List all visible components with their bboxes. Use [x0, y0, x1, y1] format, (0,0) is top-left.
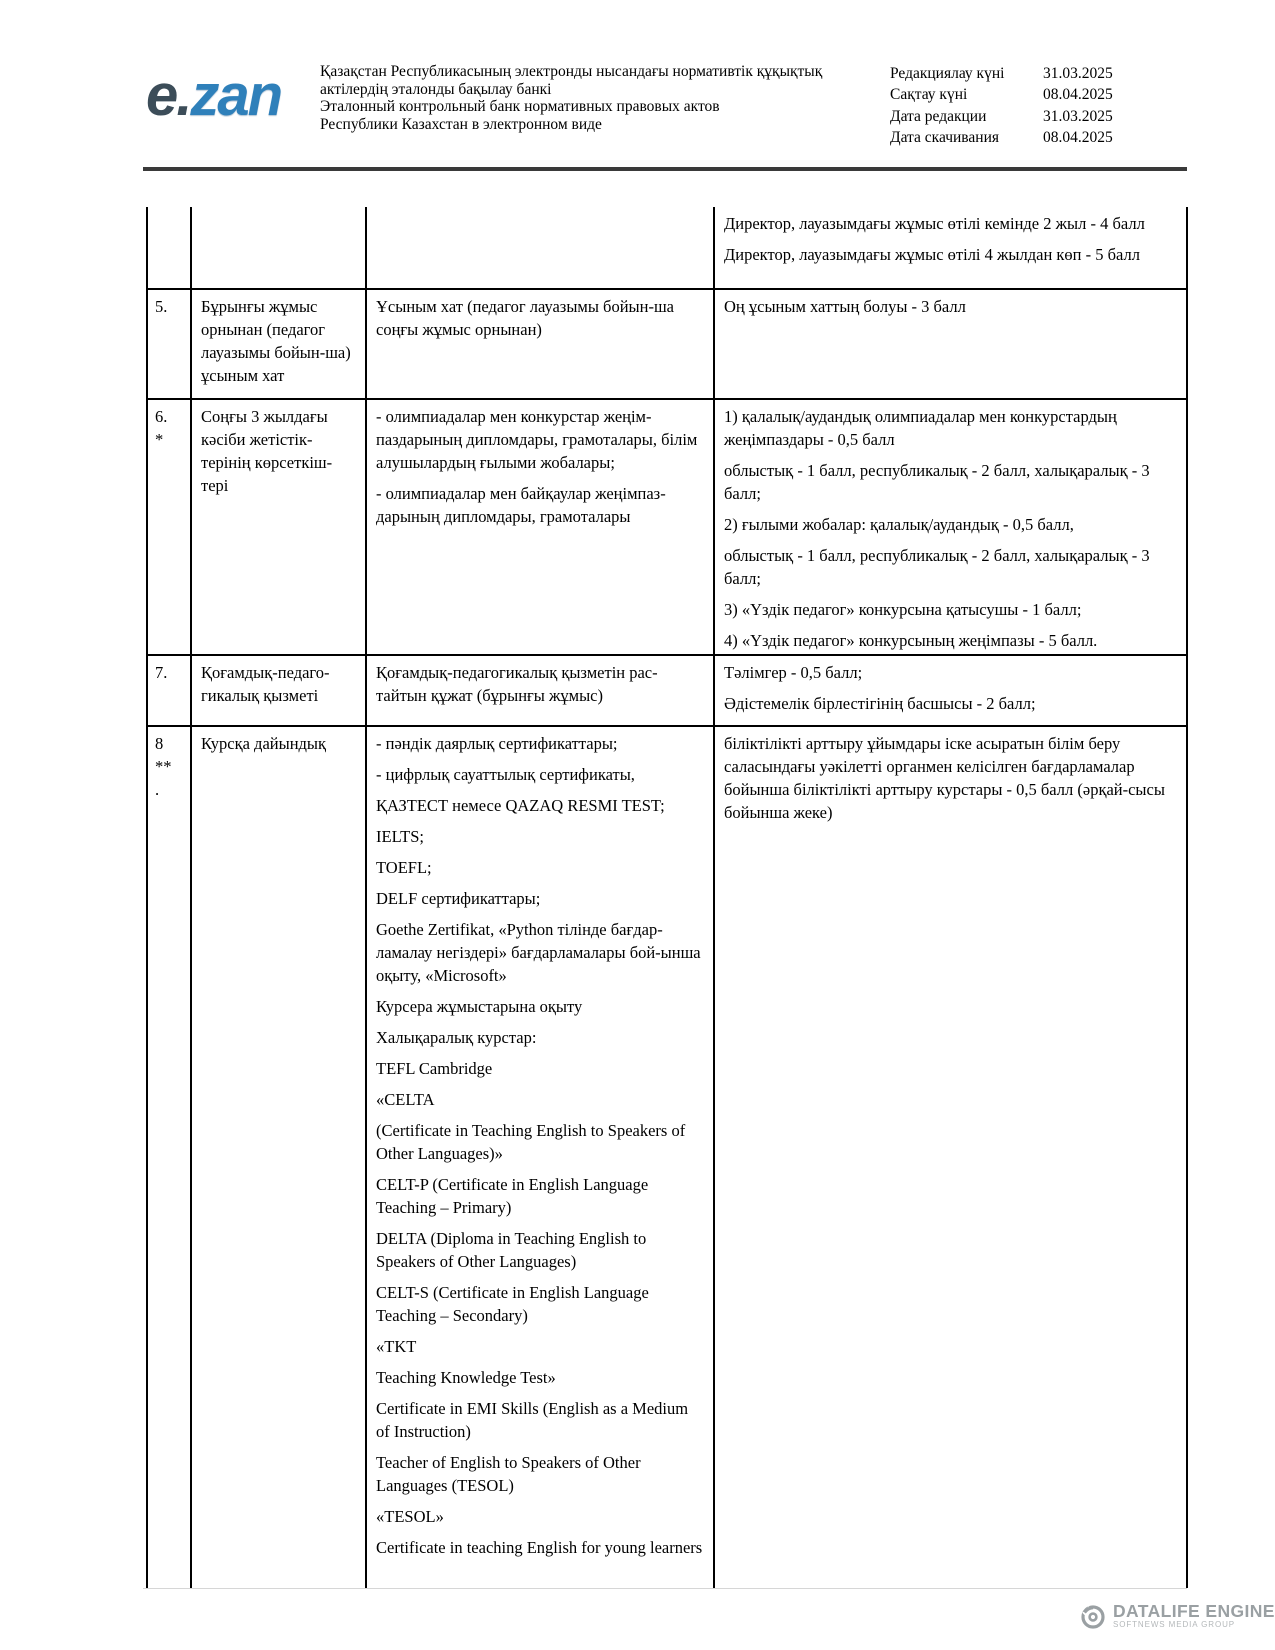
scores-cell-text: облыстық - 1 балл, республикалық - 2 балл, халықаралық - 3 балл;	[724, 461, 1150, 503]
page-cut-line	[143, 1588, 1187, 1589]
table-row	[148, 207, 1188, 290]
table-row	[148, 727, 1188, 1588]
date-label: Дата скачивания	[890, 128, 1000, 146]
documents-cell-text: - олимпиадалар мен конкурстар жеңім-паздарының дипломдары, грамоталары, білім алушылардың ғылыми жобалары;	[376, 407, 698, 472]
documents-cell-text: TOEFL;	[376, 858, 432, 877]
document-dates	[890, 63, 1113, 148]
row-number-cell	[148, 207, 192, 290]
criterion-cell	[192, 290, 367, 400]
bank-title-line: актілердің эталонды бақылау банкі	[320, 80, 552, 98]
documents-cell-text: Курсера жұмыстарына оқыту	[376, 997, 583, 1016]
scores-cell-text: 1) қалалық/аудандық олимпиадалар мен конкурстардың жеңімпаздары - 0,5 балл	[724, 407, 1117, 449]
scores-cell-text: Директор, лауазымдағы жұмыс өтілі кемінде 2 жыл - 4 балл	[724, 214, 1145, 233]
scores-cell-text: Тәлімгер - 0,5 балл;	[724, 663, 863, 682]
row-number-cell-text: .	[155, 780, 160, 799]
documents-cell-text: (Certificate in Teaching English to Speakers of Other Languages)»	[376, 1121, 686, 1163]
documents-cell	[367, 290, 715, 400]
documents-cell-text: Teaching Knowledge Test»	[376, 1368, 556, 1387]
scores-cell-text: Әдістемелік бірлестігінің басшысы - 2 балл;	[724, 694, 1036, 713]
date-label: Сақтау күні	[890, 86, 968, 104]
documents-cell	[367, 727, 715, 1588]
table-row	[148, 290, 1188, 400]
date-row	[890, 127, 1113, 148]
scores-cell	[715, 727, 1188, 1588]
documents-cell-text: «TESOL»	[376, 1507, 444, 1526]
criterion-cell-text: Қоғамдық-педаго-гикалық қызметі	[201, 663, 330, 705]
bank-title	[320, 63, 865, 133]
scores-cell-text: біліктілікті арттыру ұйымдары іске асыратын білім беру саласындағы уәкілетті органмен келісілген бағдарламалар бойынша біліктілікті арттыру курстары - 0,5 балл (әрқай-сысы бойынша жеке)	[724, 734, 1165, 822]
scores-cell	[715, 290, 1188, 400]
documents-cell-text: Teacher of English to Speakers of Other Languages (TESOL)	[376, 1453, 641, 1495]
criterion-cell-text: Соңғы 3 жылдағы кәсіби жетістік-терінің көрсеткіш-тері	[201, 407, 333, 495]
table-row	[148, 400, 1188, 656]
criterion-cell	[192, 207, 367, 290]
documents-cell-text: DELTA (Diploma in Teaching English to Speakers of Other Languages)	[376, 1229, 647, 1271]
date-value: 31.03.2025	[1043, 107, 1113, 125]
documents-cell-text: IELTS;	[376, 827, 424, 846]
scores-cell-text: 2) ғылыми жобалар: қалалық/аудандық - 0,5 балл,	[724, 515, 1074, 534]
row-number-cell-text: *	[155, 430, 164, 449]
bank-title-line: Республики Казахстан в электронном виде	[320, 115, 602, 133]
documents-cell-text: ҚАЗТЕСТ немесе QAZAQ RESMI TEST;	[376, 796, 665, 815]
header-divider	[143, 167, 1187, 171]
ezan-logo-prefix: e.	[146, 63, 191, 128]
row-number-cell	[148, 656, 192, 727]
row-number-cell-text: 8	[155, 734, 164, 753]
scores-cell	[715, 207, 1188, 290]
documents-cell-text: Goethe Zertifikat, «Python тілінде бағдар-ламалау негіздері» бағдарламалары бой-ынша оқыту, «Microsoft»	[376, 920, 701, 985]
documents-cell	[367, 656, 715, 727]
date-value: 08.04.2025	[1043, 86, 1113, 104]
criterion-cell-text: Бұрынғы жұмыс орнынан (педагог лауазымы бойын-ша) ұсыным хат	[201, 297, 351, 385]
documents-cell-text: - цифрлық сауаттылық сертификаты,	[376, 765, 635, 784]
row-number-cell-text: **	[155, 757, 172, 776]
date-row	[890, 106, 1113, 127]
criterion-cell	[192, 400, 367, 656]
date-row	[890, 63, 1113, 84]
criterion-cell-text: Курсқа дайындық	[201, 734, 327, 753]
date-label: Редакциялау күні	[890, 65, 1005, 82]
date-value: 31.03.2025	[1043, 65, 1113, 82]
row-number-cell-text: 5.	[155, 297, 168, 316]
documents-cell-text: - пәндік даярлық сертификаттары;	[376, 734, 618, 753]
ezan-logo-suffix: zan	[190, 63, 282, 128]
documents-cell-text: «TKT	[376, 1337, 417, 1356]
scores-cell-text: Оң ұсыным хаттың болуы - 3 балл	[724, 297, 966, 316]
datalife-subtitle: SOFTNEWS MEDIA GROUP	[1113, 1620, 1236, 1629]
table-row	[148, 656, 1188, 727]
documents-cell-text: Certificate in teaching English for young learners	[376, 1538, 703, 1557]
criterion-cell	[192, 727, 367, 1588]
date-row	[890, 84, 1113, 105]
datalife-logo	[1080, 1602, 1275, 1635]
documents-cell-text: Ұсыным хат (педагог лауазымы бойын-ша соңғы жұмыс орнынан)	[376, 297, 674, 339]
documents-cell-text: Қоғамдық-педагогикалық қызметін рас-тайтын құжат (бұрынғы жұмыс)	[376, 663, 658, 705]
documents-cell-text: DELF сертификаттары;	[376, 889, 541, 908]
documents-cell-text: «CELTA	[376, 1090, 435, 1109]
row-number-cell	[148, 290, 192, 400]
datalife-title: DATALIFE ENGINE	[1113, 1601, 1275, 1621]
date-value: 08.04.2025	[1043, 128, 1113, 146]
criterion-cell	[192, 656, 367, 727]
row-number-cell	[148, 727, 192, 1588]
criteria-table	[146, 207, 1188, 1588]
scores-cell	[715, 656, 1188, 727]
documents-cell-text: Халықаралық курстар:	[376, 1028, 537, 1047]
date-label: Дата редакции	[890, 107, 987, 125]
bank-title-line: Эталонный контрольный банк нормативных правовых актов	[320, 98, 720, 116]
datalife-text	[1113, 1602, 1275, 1630]
ezan-logo	[146, 63, 282, 128]
documents-cell-text: - олимпиадалар мен байқаулар жеңімпаз-дарының дипломдары, грамоталары	[376, 484, 666, 526]
documents-cell-text: Certificate in EMI Skills (English as a Medium of Instruction)	[376, 1399, 689, 1441]
datalife-eye-icon	[1080, 1604, 1106, 1635]
documents-cell-text: TEFL Cambridge	[376, 1059, 493, 1078]
documents-cell-text: CELT-P (Certificate in English Language Teaching – Primary)	[376, 1175, 649, 1217]
scores-cell-text: 3) «Үздік педагог» конкурсына қатысушы - 1 балл;	[724, 600, 1082, 619]
scores-cell-text: облыстық - 1 балл, республикалық - 2 балл, халықаралық - 3 балл;	[724, 546, 1150, 588]
bank-title-line: Қазақстан Республикасының электронды нысандағы нормативтік құқықтық	[320, 63, 823, 80]
row-number-cell-text: 7.	[155, 663, 168, 682]
row-number-cell-text: 6.	[155, 407, 168, 426]
documents-cell-text: CELT-S (Certificate in English Language Teaching – Secondary)	[376, 1283, 649, 1325]
scores-cell-text: 4) «Үздік педагог» конкурсының жеңімпазы - 5 балл.	[724, 631, 1098, 650]
scores-cell-text: Директор, лауазымдағы жұмыс өтілі 4 жылдан көп - 5 балл	[724, 245, 1140, 264]
documents-cell	[367, 400, 715, 656]
scores-cell	[715, 400, 1188, 656]
row-number-cell	[148, 400, 192, 656]
documents-cell	[367, 207, 715, 290]
